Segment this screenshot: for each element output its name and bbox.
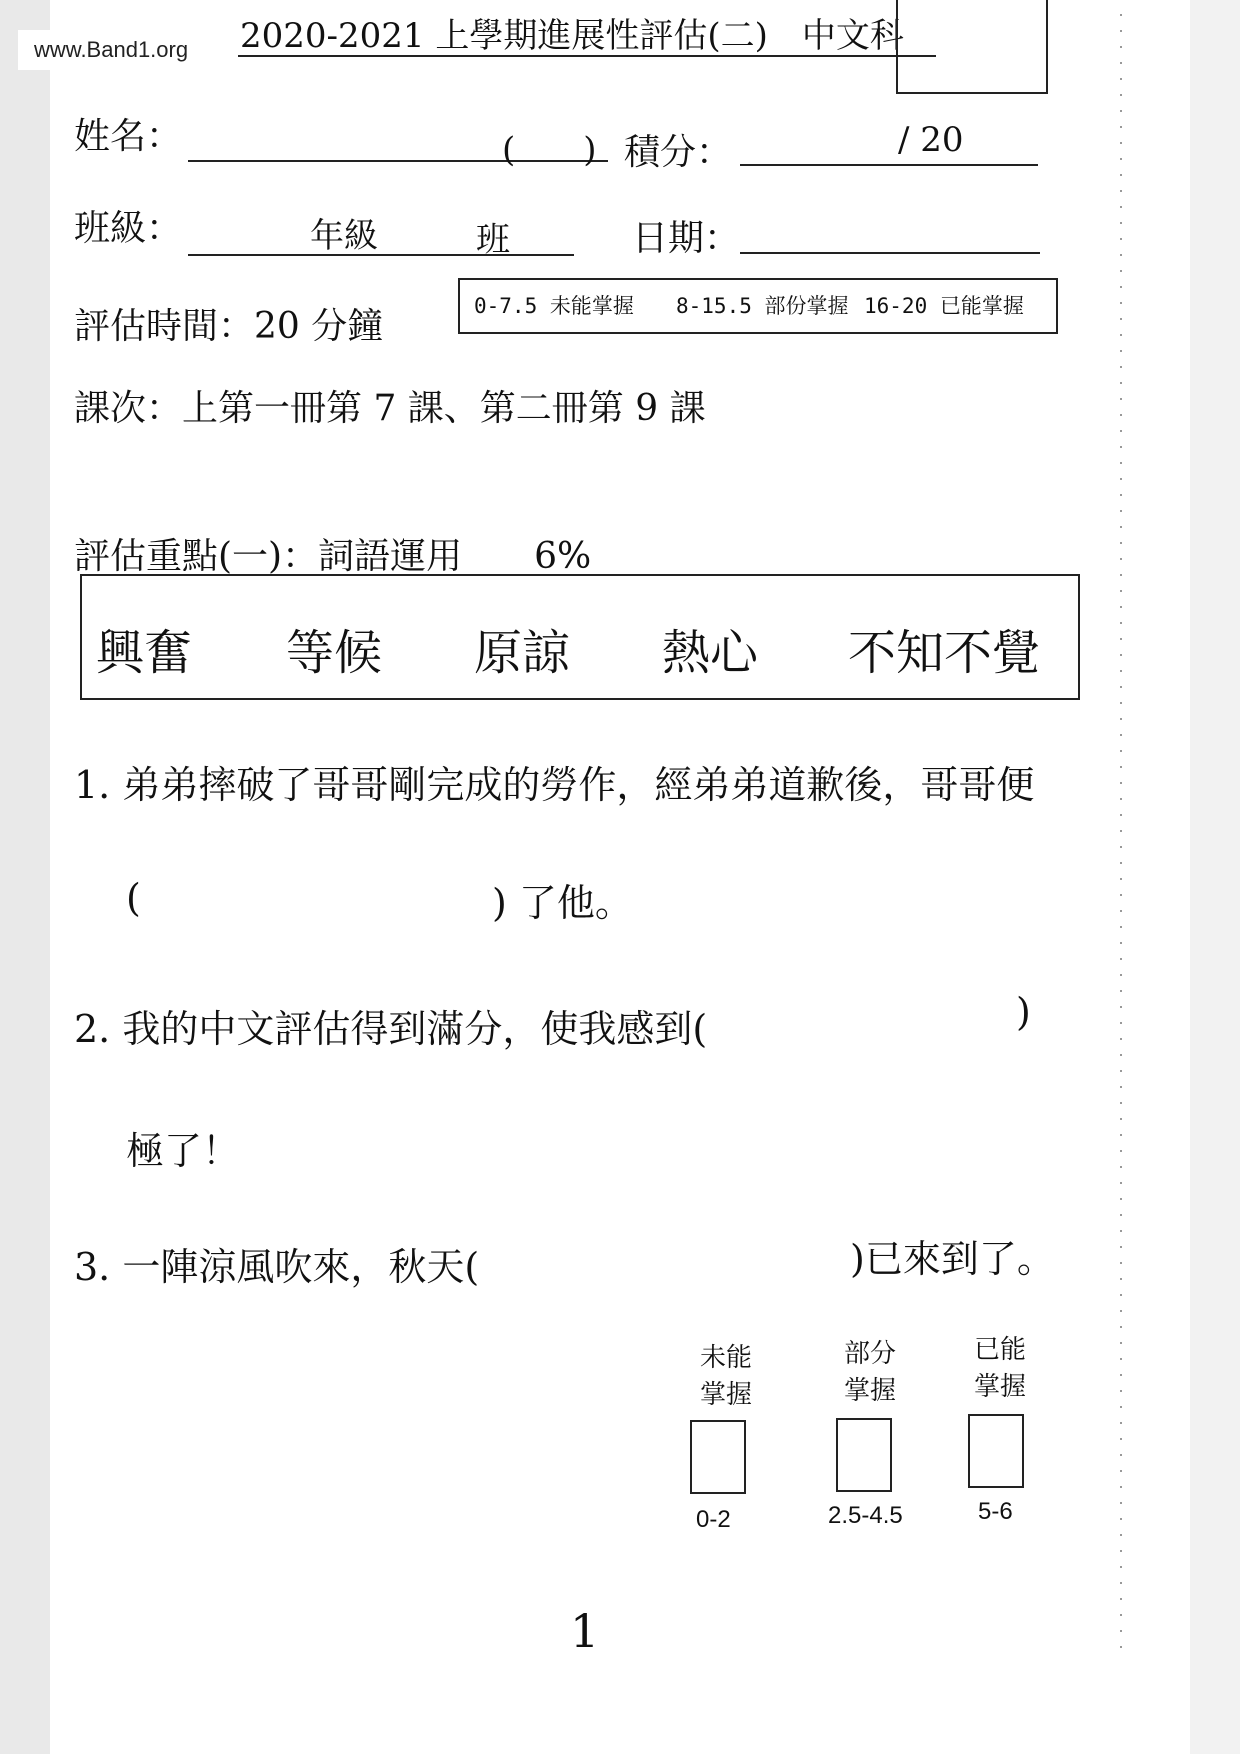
scan-margin: [1190, 0, 1240, 1754]
class-number-paren: ( ): [502, 130, 597, 170]
date-label: 日期：: [632, 218, 741, 259]
rating-box-not-mastered[interactable]: [690, 1420, 746, 1494]
question-2-blank-close: ): [1016, 990, 1031, 1034]
title-underline: [238, 55, 936, 57]
time-label: 評估時間：20 分鐘: [74, 306, 384, 347]
word-bank-item: 興奮: [96, 625, 193, 681]
rating-label-not-mastered: 未能 掌握: [699, 1343, 752, 1410]
rating-box-mastered[interactable]: [968, 1414, 1024, 1488]
word-bank-item: 不知不覺: [848, 625, 1041, 681]
score-label: 積分：: [624, 132, 733, 173]
rating-box-partly-mastered[interactable]: [836, 1418, 892, 1492]
grade-word: 年級: [310, 216, 378, 256]
question-1-text: 1. 弟弟摔破了哥哥剛完成的勞作，經弟弟道歉後，哥哥便: [74, 763, 1035, 807]
watermark: www.Band1.org: [18, 30, 204, 70]
scan-edge-marks: [1120, 0, 1122, 1650]
question-1-blank-close: ) 了他。: [492, 881, 633, 925]
question-1-blank-open: (: [126, 876, 141, 920]
word-bank: [80, 574, 1080, 700]
score-legend: [458, 278, 1058, 334]
question-2-text-end: 極了！: [126, 1129, 241, 1173]
lesson-label: 課次：上第一冊第 7 課、第二冊第 9 課: [74, 388, 706, 429]
name-label: 姓名：: [74, 116, 183, 157]
class-word: 班: [476, 220, 510, 260]
page-number: 1: [570, 1604, 600, 1658]
worksheet-page: [50, 0, 1190, 1754]
rating-range: 5-6: [978, 1498, 1013, 1525]
rating-range: 0-2: [696, 1506, 731, 1533]
question-3-text: 3. 一陣涼風吹來，秋天(: [74, 1245, 480, 1289]
word-bank-item: 等候: [286, 625, 383, 681]
rating-label-mastered: 已能 掌握: [973, 1335, 1026, 1402]
class-label: 班級：: [74, 208, 183, 249]
score-total: / 20: [898, 120, 964, 160]
score-line: [740, 164, 1038, 166]
worksheet-title: 2020-2021 上學期進展性評估(二) 中文科: [240, 16, 904, 56]
word-bank-item: 原諒: [474, 625, 571, 681]
class-line: [188, 254, 574, 256]
rating-label-partly-mastered: 部分 掌握: [843, 1339, 896, 1406]
section-heading: 評估重點(一)：詞語運用 6%: [74, 536, 592, 577]
legend-item: 16-20 已能掌握: [864, 294, 1024, 318]
stamp-box: [896, 0, 1048, 94]
word-bank-item: 熱心: [662, 625, 759, 681]
rating-range: 2.5-4.5: [828, 1502, 903, 1529]
question-3-text-end: )已來到了。: [850, 1237, 1055, 1281]
date-line: [740, 252, 1040, 254]
question-2-text: 2. 我的中文評估得到滿分，使我感到(: [74, 1007, 708, 1051]
legend-item: 0-7.5 未能掌握: [474, 294, 634, 318]
legend-item: 8-15.5 部份掌握: [676, 294, 849, 318]
